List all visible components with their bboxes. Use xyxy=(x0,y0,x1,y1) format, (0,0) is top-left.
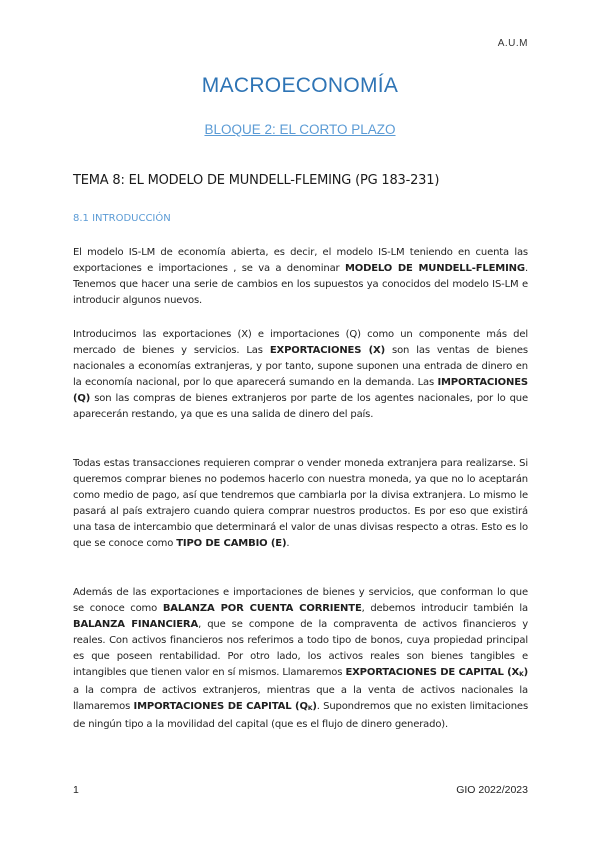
text-run: , que se compone de la compraventa de activos financieros y reales. Con activos financieros nos referimos a todo tipo de bonos, cuya propiedad principal es que poseen rentabilidad. Por otro lado, los activos reales son bienes tangibles e intangibles que tienen valor en sí mismos. Llamaremos xyxy=(73,619,528,678)
text-run: El modelo IS-LM de economía abierta, es decir, el modelo IS-LM teniendo en cuenta las exportaciones e importaciones , se va a denominar xyxy=(73,247,528,274)
bold-term xyxy=(345,667,528,678)
author-initials: A.U.M xyxy=(497,38,528,49)
text-run: , debemos introducir también la xyxy=(361,603,528,614)
document-subtitle: BLOQUE 2: EL CORTO PLAZO xyxy=(204,122,396,137)
bold-term-text: EXPORTACIONES DE CAPITAL (X xyxy=(345,667,520,678)
subscript: K xyxy=(307,705,313,712)
bold-term: BALANZA FINANCIERA xyxy=(73,619,199,630)
text-run: Introducimos las exportaciones (X) e importaciones (Q) como un componente más del mercado de bienes y servicios. Las xyxy=(73,329,528,356)
topic-heading: TEMA 8: EL MODELO DE MUNDELL-FLEMING (PG 183-231) xyxy=(73,173,440,188)
paragraph-2 xyxy=(73,327,528,423)
bold-term-text: IMPORTACIONES DE CAPITAL (Q xyxy=(133,701,308,712)
bold-term xyxy=(134,701,317,712)
bold-term: EXPORTACIONES (X) xyxy=(269,345,385,356)
page-number: 1 xyxy=(73,784,79,796)
section-heading: 8.1 INTRODUCCIÓN xyxy=(73,213,171,224)
paragraph-4 xyxy=(73,585,528,733)
bold-term: IMPORTACIONES (Q) xyxy=(73,377,528,404)
text-run: . Tenemos que hacer una serie de cambios en los supuestos ya conocidos del modelo IS-LM e introducir algunos nuevos. xyxy=(73,263,528,306)
text-run: . xyxy=(286,538,290,549)
text-run: Todas estas transacciones requieren comprar o vender moneda extranjera para realizarse. Si queremos comprar bienes no podemos hacerlo con nuestra moneda, ya que no lo aceptarán como medio de pago, así que tendremos que cambiarla por la divisa extranjera. Lo mismo le pasará al país extrajero cuando quiera comprar nuestros productos. Es por eso que existirá una tasa de intercambio que determinará el valor de unas divisas respecto a otras. Esto es lo que se conoce como xyxy=(73,458,528,549)
text-run: son las ventas de bienes nacionales a economías extranjeras, y por tanto, supone suponen una entrada de dinero en la economía nacional, por lo que aparecerá sumando en la demanda. Las xyxy=(73,345,528,388)
bold-term: MODELO DE MUNDELL-FLEMING xyxy=(344,263,525,274)
subscript: K xyxy=(519,671,524,678)
bold-term-end: ) xyxy=(523,667,529,678)
bold-term: BALANZA POR CUENTA CORRIENTE xyxy=(162,603,362,614)
course-label: GIO 2022/2023 xyxy=(456,784,528,796)
text-run: Además de las exportaciones e importaciones de bienes y servicios, que conforman lo que se conoce como xyxy=(73,587,528,614)
text-run: . Supondremos que no existen limitaciones de ningún tipo a la movilidad del capital (que es el flujo de dinero generado). xyxy=(73,701,528,730)
document-title: MACROECONOMÍA xyxy=(201,74,399,97)
paragraph-3 xyxy=(73,456,528,552)
bold-term-end: ) xyxy=(312,701,317,712)
bold-term: TIPO DE CAMBIO (E) xyxy=(176,538,287,549)
paragraph-1 xyxy=(73,245,528,309)
text-run: a la compra de activos extranjeros, mientras que a la venta de activos nacionales la llamaremos xyxy=(73,685,528,712)
text-run: son las compras de bienes extranjeros por parte de los agentes nacionales, por lo que aparecerán restando, ya que es una salida de dinero del país. xyxy=(73,393,528,420)
